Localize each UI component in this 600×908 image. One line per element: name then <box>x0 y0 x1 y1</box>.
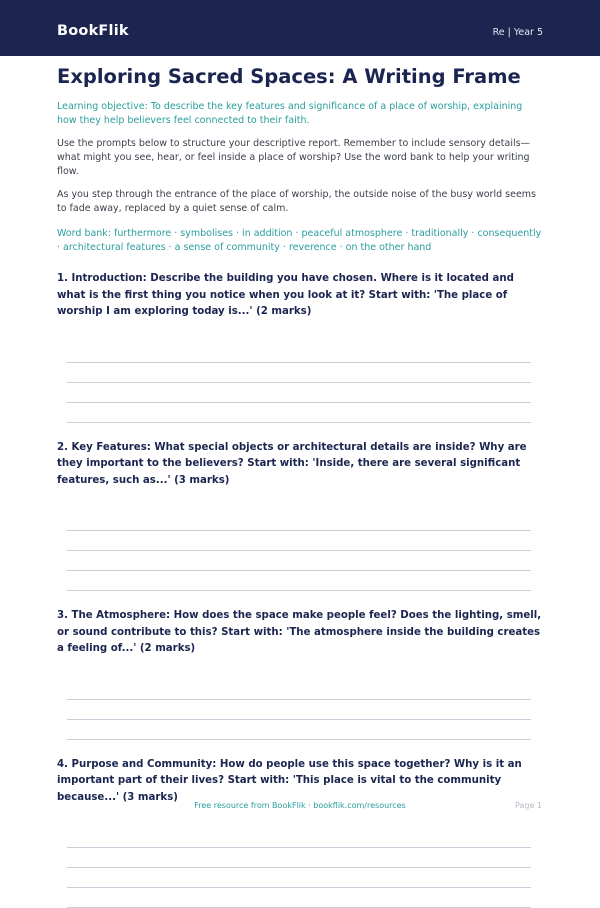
word-bank: Word bank: furthermore · symbolises · in addition · peaceful atmosphere · traditionally · consequently · architectural features · a sense of community · reverence · on the other hand <box>57 228 542 253</box>
answer-lines-2[interactable] <box>67 513 531 591</box>
writing-line[interactable] <box>67 571 531 591</box>
writing-line[interactable] <box>67 830 531 848</box>
brand-logo: BookFlik <box>57 23 129 39</box>
writing-line[interactable] <box>67 700 531 720</box>
writing-line[interactable] <box>67 848 531 868</box>
question-1: 1. Introduction: Describe the building you have chosen. Where is it located and what is the first thing you notice when you look at it? Start with: 'The place of worship I am exploring today is...' (2 marks) <box>57 273 514 317</box>
writing-line[interactable] <box>67 531 531 551</box>
answer-lines-3[interactable] <box>67 682 531 740</box>
footer-credit[interactable]: Free resource from BookFlik · bookflik.com/resources <box>194 801 406 810</box>
worksheet-content <box>57 65 542 908</box>
page-title: Exploring Sacred Spaces: A Writing Frame <box>57 65 521 88</box>
writing-line[interactable] <box>67 868 531 888</box>
writing-line[interactable] <box>67 888 531 908</box>
writing-line[interactable] <box>67 363 531 383</box>
page-header <box>0 0 600 56</box>
answer-lines-1[interactable] <box>67 345 531 423</box>
writing-line[interactable] <box>67 551 531 571</box>
question-3: 3. The Atmosphere: How does the space make people feel? Does the lighting, smell, or sound contribute to this? Start with: 'The atmosphere inside the building creates a feeling of...' (2 marks) <box>57 610 542 654</box>
instructions-paragraph: Use the prompts below to structure your descriptive report. Remember to include sensory details—what might you see, hear, or feel inside a place of worship? Use the word bank to help your writing flow. <box>57 138 531 177</box>
question-2: 2. Key Features: What special objects or architectural details are inside? Why are they important to the believers? Start with: 'Inside, there are several significant features, such as...' (3 marks) <box>57 441 527 486</box>
answer-lines-4[interactable] <box>67 830 531 908</box>
writing-line[interactable] <box>67 383 531 403</box>
page-footer <box>0 801 600 815</box>
writing-line[interactable] <box>67 682 531 700</box>
scene-paragraph: As you step through the entrance of the place of worship, the outside noise of the busy world seems to fade away, replaced by a quiet sense of calm. <box>57 189 536 214</box>
learning-objective: Learning objective: To describe the key features and significance of a place of worship, explaining how they help believers feel connected to their faith. <box>57 101 523 126</box>
writing-line[interactable] <box>67 513 531 531</box>
writing-line[interactable] <box>67 720 531 740</box>
writing-line[interactable] <box>67 345 531 363</box>
page-number: Page 1 <box>515 801 542 810</box>
subject-year-label: Re | Year 5 <box>492 27 543 38</box>
writing-line[interactable] <box>67 403 531 423</box>
question-4: 4. Purpose and Community: How do people use this space together? Why is it an important part of their lives? Start with: 'This place is vital to the community because...' (3 marks) <box>57 758 522 803</box>
